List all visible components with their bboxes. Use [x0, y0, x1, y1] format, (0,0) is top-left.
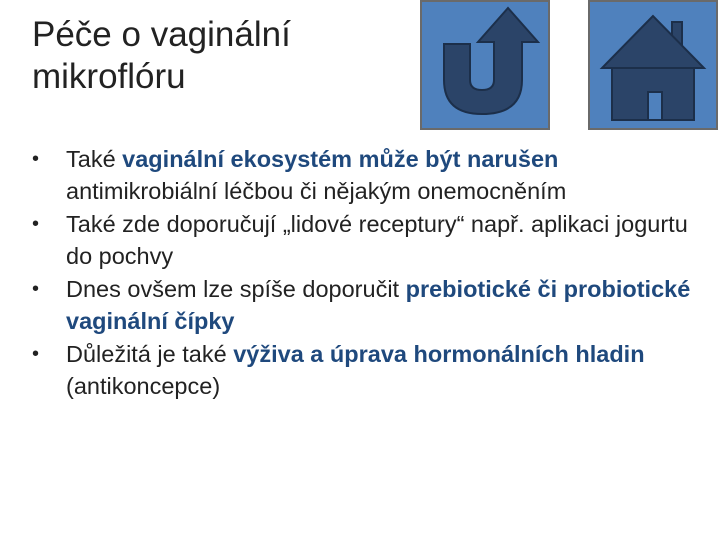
bullet-text: Také zde doporučují „lidové receptury“ např. aplikaci jogurtu do pochvy	[66, 211, 688, 269]
bullet-marker: •	[32, 213, 40, 235]
house-icon	[590, 2, 716, 128]
bullet-item	[30, 273, 710, 337]
slide-title-line-2: mikroflóru	[32, 57, 186, 96]
bullet-highlight: výživa a úprava hormonálních hladin	[233, 341, 645, 367]
back-button[interactable]	[420, 0, 550, 130]
bullet-text: Také	[66, 146, 123, 172]
bullet-text: Důležitá je také	[66, 341, 234, 367]
bullet-marker: •	[32, 148, 40, 170]
bullet-marker: •	[32, 343, 40, 365]
bullet-text: (antikoncepce)	[66, 373, 221, 399]
slide-title-line-1: Péče o vaginální	[32, 15, 291, 54]
bullet-item	[30, 338, 710, 402]
bullet-highlight: prebiotické či probiotické vaginální čípky	[66, 276, 691, 334]
bullet-text: antimikrobiální léčbou či nějakým onemocněním	[66, 178, 567, 204]
bullet-list	[30, 143, 710, 403]
bullet-marker: •	[32, 278, 40, 300]
home-button[interactable]	[588, 0, 718, 130]
u-turn-back-arrow-icon	[422, 2, 548, 128]
bullet-highlight: vaginální ekosystém může být narušen	[122, 146, 559, 172]
bullet-text: Dnes ovšem lze spíše doporučit	[66, 276, 406, 302]
slide-title	[32, 14, 402, 98]
bullet-item	[30, 208, 710, 272]
bullet-item	[30, 143, 710, 207]
